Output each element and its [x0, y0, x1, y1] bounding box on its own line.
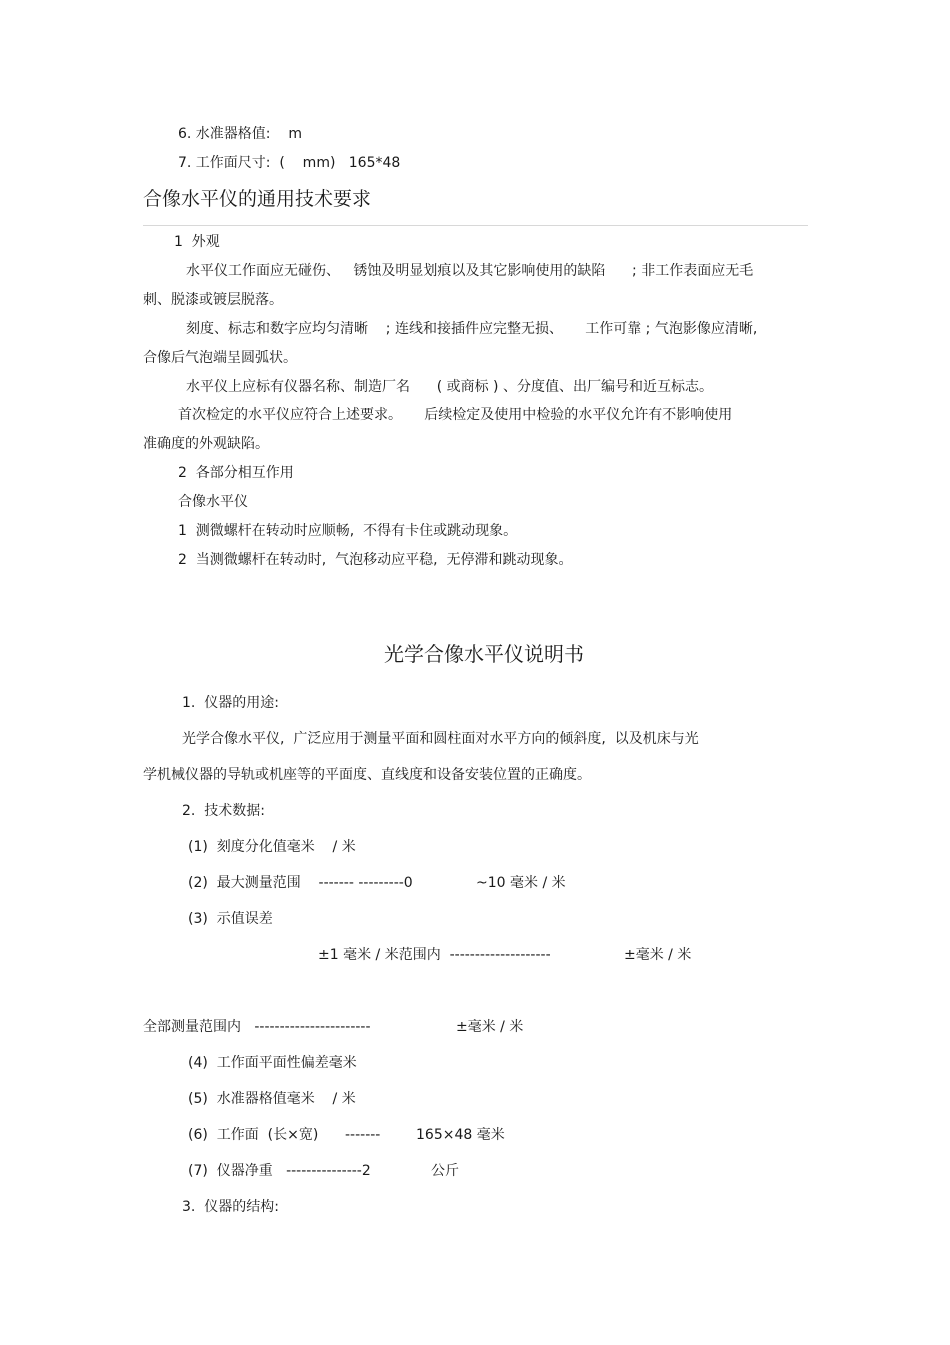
list-item-2: 2 当测微螺杆在转动时, 气泡移动应平稳, 无停滞和跳动现象。	[178, 552, 573, 568]
data-item-3b-value: ±毫米 / 米	[456, 1019, 524, 1035]
section-title-general-requirements: 合像水平仪的通用技术要求	[143, 188, 372, 210]
paragraph-appearance-1a: 水平仪工作面应无碰伤、 锈蚀及明显划痕以及其它影响使用的缺陷 ; 非工作表面应无毛	[186, 263, 754, 279]
data-item-2a: (2) 最大测量范围 ------- ---------0	[188, 875, 413, 891]
data-item-3a-range: ±1 毫米 / 米范围内 --------------------	[318, 947, 551, 963]
data-item-7a: (7) 仪器净重 ---------------2	[188, 1163, 371, 1179]
heading-structure: 3. 仪器的结构:	[182, 1199, 279, 1215]
data-item-1: (1) 刻度分化值毫米 / 米	[188, 839, 356, 855]
heading-interaction: 2 各部分相互作用	[178, 465, 294, 481]
paragraph-appearance-4b: 准确度的外观缺陷。	[143, 436, 269, 452]
heading-technical-data: 2. 技术数据:	[182, 803, 265, 819]
data-item-6b: 165×48 毫米	[416, 1127, 505, 1143]
paragraph-appearance-2b: 合像后气泡端呈圆弧状。	[143, 350, 297, 366]
list-item-1: 1 测微螺杆在转动时应顺畅, 不得有卡住或跳动现象。	[178, 523, 518, 539]
data-item-5: (5) 水准器格值毫米 / 米	[188, 1091, 356, 1107]
spec-line-6: 6. 水准器格值: m	[178, 126, 302, 142]
data-item-3a-value: ±毫米 / 米	[624, 947, 692, 963]
paragraph-appearance-2a: 刻度、标志和数字应均匀清晰 ; 连线和接插件应完整无损、 工作可靠 ; 气泡影像应清晰,	[186, 321, 758, 337]
data-item-3b-range: 全部测量范围内 -----------------------	[143, 1019, 371, 1035]
data-item-7b: 公斤	[431, 1163, 459, 1179]
divider	[143, 225, 808, 226]
spec-line-7: 7. 工作面尺寸: ( mm) 165*48	[178, 155, 401, 171]
heading-appearance: 1 外观	[174, 234, 220, 250]
data-item-3: (3) 示值误差	[188, 911, 273, 927]
data-item-4: (4) 工作面平面性偏差毫米	[188, 1055, 357, 1071]
section-title-manual: 光学合像水平仪说明书	[384, 642, 584, 666]
data-item-6a: (6) 工作面 (长×宽) -------	[188, 1127, 381, 1143]
subheading-level: 合像水平仪	[178, 494, 248, 510]
data-item-2b: ~10 毫米 / 米	[476, 875, 566, 891]
heading-usage: 1. 仪器的用途:	[182, 695, 279, 711]
paragraph-appearance-1b: 刺、脱漆或镀层脱落。	[143, 292, 283, 308]
paragraph-appearance-3: 水平仪上应标有仪器名称、制造厂名 ( 或商标 ) 、分度值、出厂编号和近互标志。	[186, 379, 713, 395]
paragraph-usage-2: 学机械仪器的导轨或机座等的平面度、直线度和设备安装位置的正确度。	[143, 767, 591, 783]
paragraph-appearance-4a: 首次检定的水平仪应符合上述要求。 后续检定及使用中检验的水平仪允许有不影响使用	[178, 407, 733, 423]
paragraph-usage-1: 光学合像水平仪, 广泛应用于测量平面和圆柱面对水平方向的倾斜度, 以及机床与光	[182, 731, 699, 747]
